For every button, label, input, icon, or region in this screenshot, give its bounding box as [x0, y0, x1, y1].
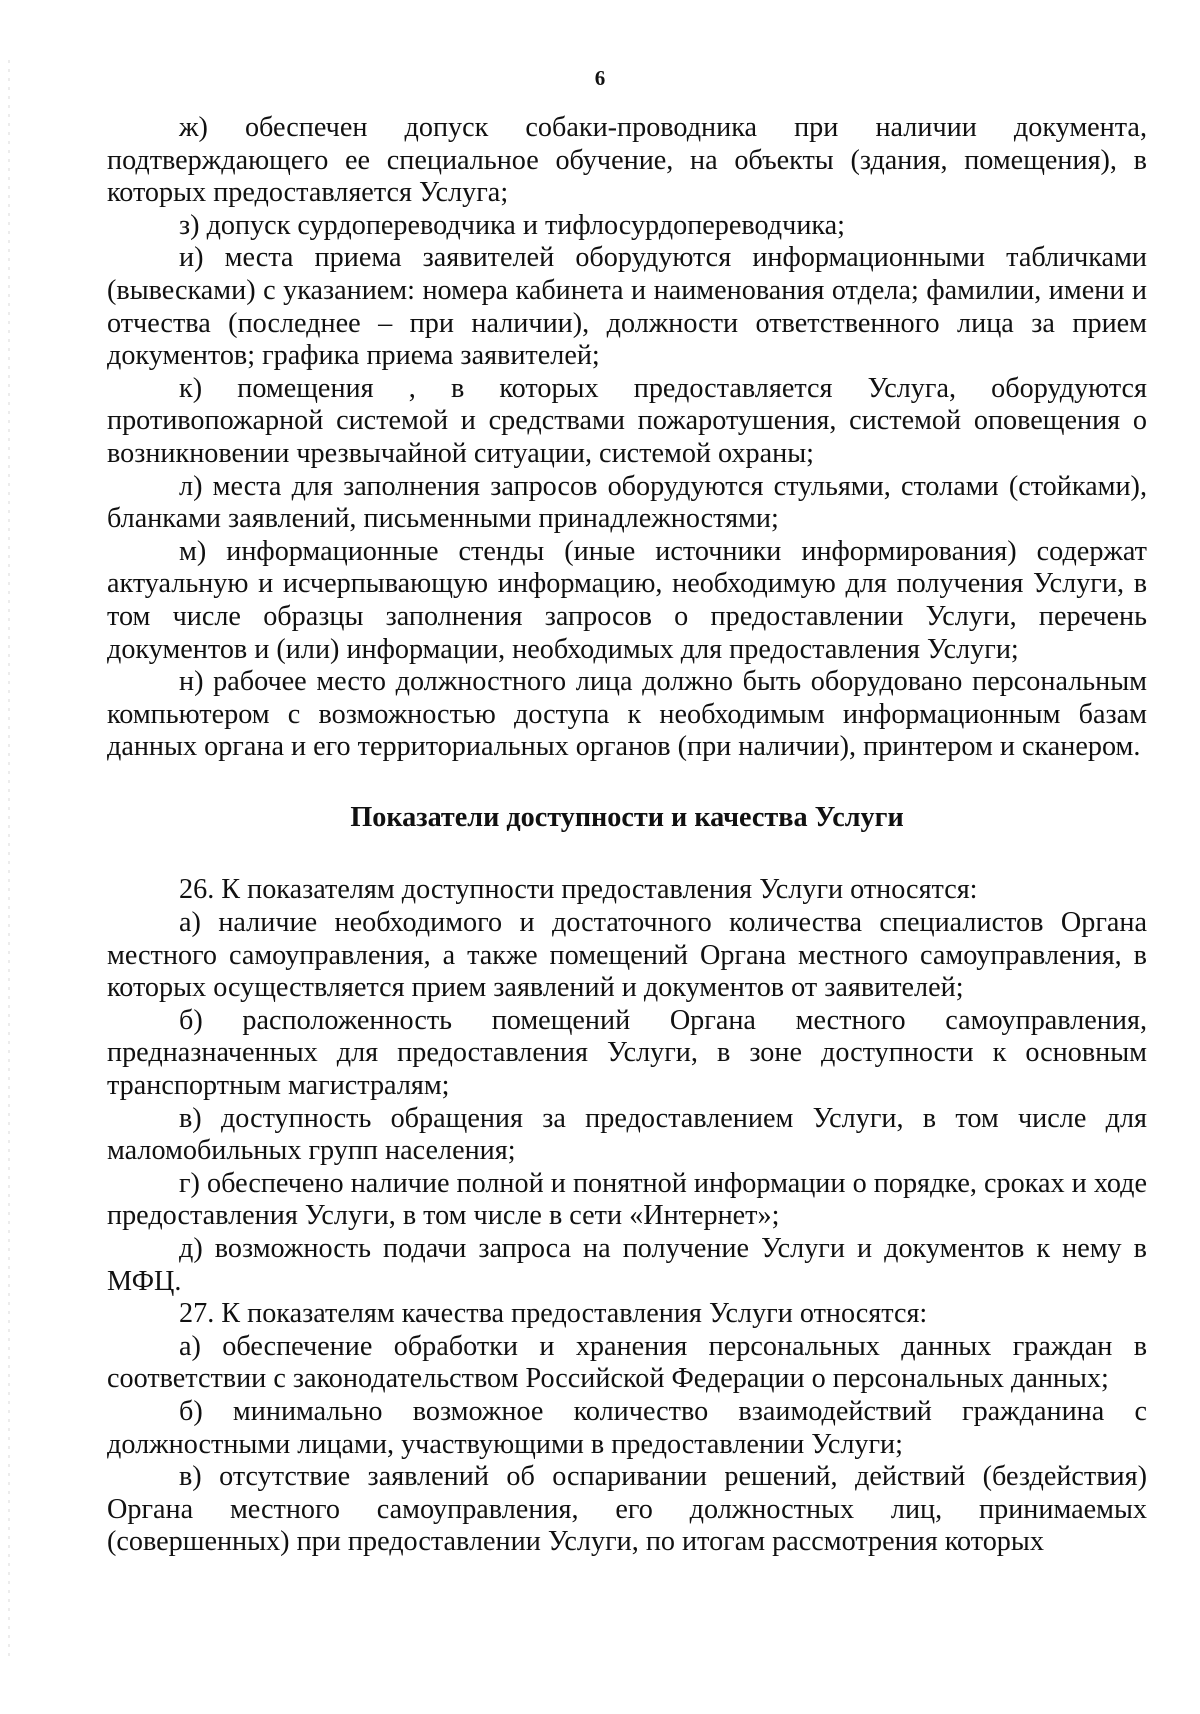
page-number: 6	[594, 66, 606, 90]
list-item-zh: ж) обеспечен допуск собаки-проводника при наличии документа, подтверждающего ее специальное обучение, на объекты (здания, помещения), в которых предоставляется Услуга;	[107, 112, 1147, 209]
clause-26: 26. К показателям доступности предоставления Услуги относятся:	[179, 874, 978, 906]
clause-27-item-b: б) минимально возможное количество взаимодействий гражданина с должностными лицами, участвующими в предоставлении Услуги;	[107, 1395, 1147, 1460]
list-item-z: з) допуск сурдопереводчика и тифлосурдопереводчика;	[179, 209, 846, 241]
clause-27-item-a: а) обеспечение обработки и хранения персональных данных граждан в соответствии с законодательством Российской Федерации о персональных данных;	[107, 1330, 1147, 1395]
section-heading: Показатели доступности и качества Услуги	[350, 801, 904, 833]
clause-26-item-v: в) доступность обращения за предоставлением Услуги, в том числе для маломобильных групп населения;	[107, 1102, 1147, 1167]
clause-27-item-v: в) отсутствие заявлений об оспаривании решений, действий (бездействия) Органа местного самоуправления, его должностных лиц, принимаемых (совершенных) при предоставлении Услуги, по итогам рассмотрения которых	[107, 1461, 1147, 1558]
list-item-i: и) места приема заявителей оборудуются информационными табличками (вывесками) с указанием: номера кабинета и наименования отдела; фамилии, имени и отчества (последнее – при наличии), должности ответственного лица за прием документов; графика приема заявителей;	[107, 242, 1147, 372]
clause-26-item-a: а) наличие необходимого и достаточного количества специалистов Органа местного самоуправления, а также помещений Органа местного самоуправления, в которых осуществляется прием заявлений и документов от заявителей;	[107, 907, 1147, 1004]
list-item-l: л) места для заполнения запросов оборудуются стульями, столами (стойками), бланками заявлений, письменными принадлежностями;	[107, 470, 1147, 535]
list-item-n: н) рабочее место должностного лица должно быть оборудовано персональным компьютером с возможностью доступа к необходимым информационным базам данных органа и его территориальных органов (при наличии), принтером и сканером.	[107, 666, 1147, 763]
list-item-k: к) помещения , в которых предоставляется Услуга, оборудуются противопожарной системой и средствами пожаротушения, системой оповещения о возникновении чрезвычайной ситуации, системой охраны;	[107, 372, 1147, 469]
scan-edge-artifact	[8, 60, 10, 1660]
clause-26-item-d: д) возможность подачи запроса на получение Услуги и документов к нему в МФЦ.	[107, 1233, 1147, 1297]
clause-26-item-b: б) расположенность помещений Органа местного самоуправления, предназначенных для предоставления Услуги, в зоне доступности к основным транспортным магистралям;	[107, 1004, 1147, 1102]
document-body	[107, 112, 1147, 1559]
list-item-m: м) информационные стенды (иные источники информирования) содержат актуальную и исчерпывающую информацию, необходимую для получения Услуги, в том числе образцы заполнения запросов о предоставлении Услуги, перечень документов и (или) информации, необходимых для предоставления Услуги;	[107, 535, 1147, 665]
clause-26-item-g: г) обеспечено наличие полной и понятной информации о порядке, сроках и ходе предоставления Услуги, в том числе в сети «Интернет»;	[107, 1167, 1147, 1232]
clause-27: 27. К показателям качества предоставления Услуги относятся:	[179, 1298, 928, 1330]
